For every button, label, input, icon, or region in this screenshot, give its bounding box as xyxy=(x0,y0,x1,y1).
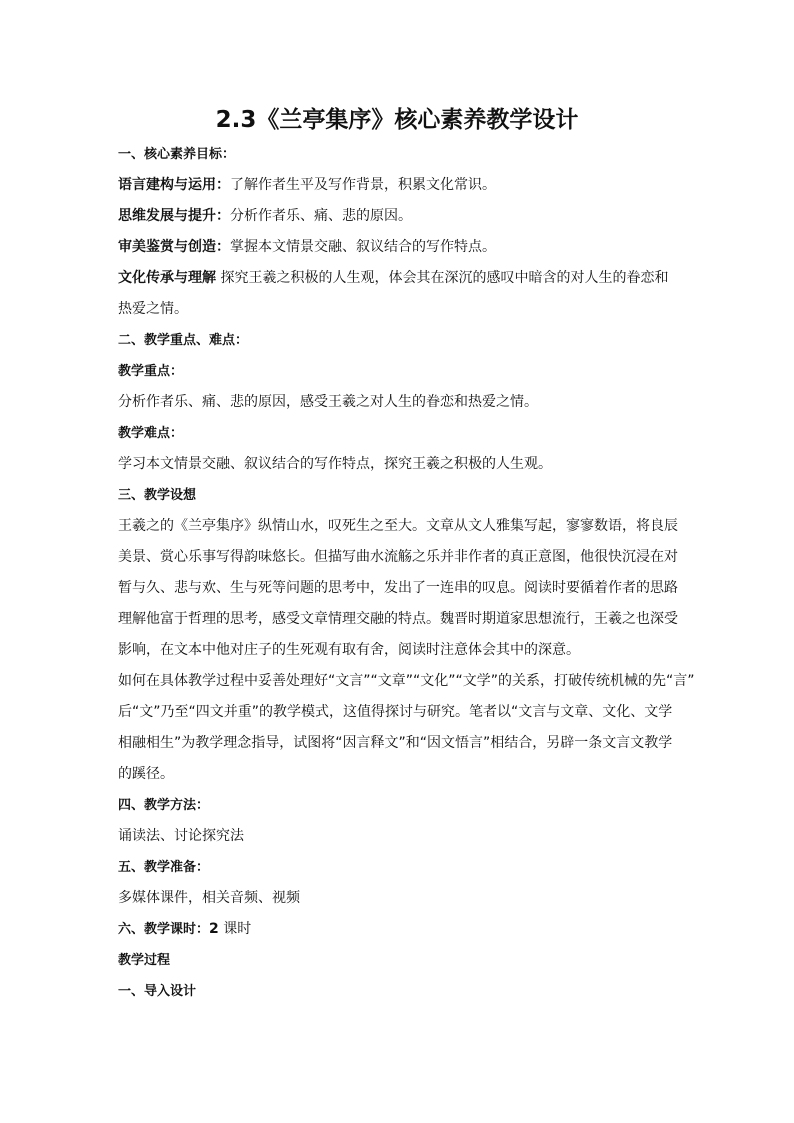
goal-label: 思维发展与提升： xyxy=(118,208,230,224)
period-unit: 课时 xyxy=(218,921,252,937)
goal-text-continuation: 热爱之情。 xyxy=(118,301,188,317)
section-heading-goals: 一、核心素养目标： xyxy=(118,147,236,162)
goal-item-language xyxy=(118,170,686,201)
section-methods xyxy=(118,790,686,852)
paragraph-line: 暂与久、悲与欢、生与死等问题的思考中，发出了一连串的叹息。阅读时要循着作者的思路 xyxy=(118,580,678,596)
paragraph-line: 相融相生”为教学理念指导，试图将“因言释文”和“因文悟言”相结合，另辟一条文言文教学 xyxy=(118,735,673,751)
goal-text: 分析作者乐、痛、悲的原因。 xyxy=(230,208,412,224)
section-periods xyxy=(118,914,686,945)
key-point-label: 教学重点： xyxy=(118,364,184,379)
paragraph-line: 王羲之的《兰亭集序》纵情山水，叹死生之至大。文章从文人雅集写起，寥寥数语，将良辰 xyxy=(118,518,678,534)
goal-item-culture xyxy=(118,263,686,325)
goal-text: 了解作者生平及写作背景，积累文化常识。 xyxy=(230,177,496,193)
section-heading-methods: 四、教学方法： xyxy=(118,798,210,813)
difficulty-text: 学习本文情景交融、叙议结合的写作特点，探究王羲之积极的人生观。 xyxy=(118,456,552,472)
goal-text: 探究王羲之积极的人生观，体会其在深沉的感叹中暗含的对人生的眷恋和 xyxy=(216,270,669,286)
paragraph-line: 理解他富于哲理的思考，感受文章情理交融的特点。魏晋时期道家思想流行，王羲之也深受 xyxy=(118,611,678,627)
goal-label: 审美鉴赏与创造： xyxy=(118,239,230,255)
paragraph-line: 的蹊径。 xyxy=(118,766,174,782)
process-subheading: 一、导入设计 xyxy=(118,984,197,999)
section-heading-key-points: 二、教学重点、难点： xyxy=(118,333,249,348)
paragraph-line: 后“文”乃至“四文并重”的教学模式，这值得探讨与研究。笔者以“文言与文章、文化、文学 xyxy=(118,704,673,720)
difficulty-label: 教学难点： xyxy=(118,426,184,441)
document-title: 2.3《兰亭集序》核心素养教学设计 xyxy=(215,107,579,133)
section-heading-periods: 六、教学课时： xyxy=(118,922,210,937)
process-heading: 教学过程 xyxy=(118,953,171,968)
period-count: 2 xyxy=(209,921,219,937)
section-heading-concept: 三、教学设想 xyxy=(118,488,197,503)
key-point-text: 分析作者乐、痛、悲的原因，感受王羲之对人生的眷恋和热爱之情。 xyxy=(118,394,538,410)
paragraph-line: 如何在具体教学过程中妥善处理好“文言”“文章”“文化”“文学”的关系，打破传统机械的先“言” xyxy=(118,673,695,689)
goal-item-thinking xyxy=(118,201,686,232)
goal-item-aesthetic xyxy=(118,232,686,263)
section-goals xyxy=(118,139,686,170)
section-preparation xyxy=(118,852,686,914)
goal-text: 掌握本文情景交融、叙议结合的写作特点。 xyxy=(230,239,496,255)
section-concept xyxy=(118,480,695,790)
paragraph-line: 美景、赏心乐事写得韵味悠长。但描写曲水流觞之乐并非作者的真正意图，他很快沉浸在对 xyxy=(118,549,678,565)
paragraph-line: 影响，在文本中他对庄子的生死观有取有舍，阅读时注意体会其中的深意。 xyxy=(118,642,580,658)
preparation-text: 多媒体课件，相关音频、视频 xyxy=(118,890,300,906)
goal-label: 语言建构与运用： xyxy=(118,177,230,193)
section-process xyxy=(118,945,686,1007)
section-heading-preparation: 五、教学准备： xyxy=(118,860,210,875)
methods-text: 诵读法、讨论探究法 xyxy=(118,828,244,844)
section-key-points xyxy=(118,325,686,480)
goal-label: 文化传承与理解 xyxy=(118,270,216,286)
